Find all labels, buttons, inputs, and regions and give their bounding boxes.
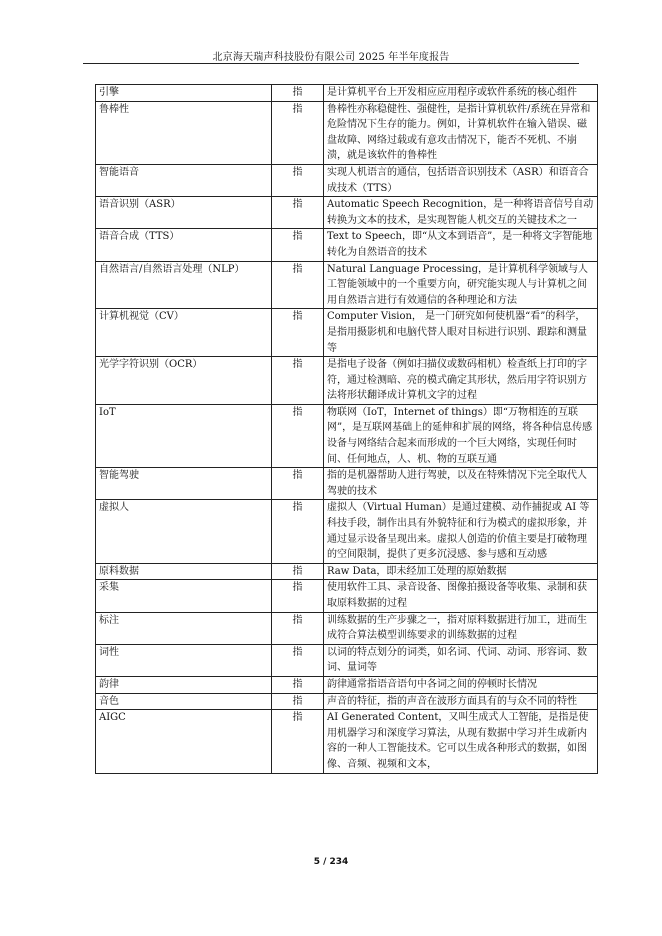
page-header: 北京海天瑞声科技股份有限公司 2025 年半年度报告: [212, 52, 450, 63]
relation-cell: 指: [272, 563, 324, 580]
term-cell: 虚拟人: [96, 500, 272, 563]
relation-cell: 指: [272, 197, 324, 229]
relation-cell: 指: [272, 580, 324, 612]
term-cell: AIGC: [96, 710, 272, 773]
relation-cell: 指: [272, 261, 324, 309]
term-cell: 采集: [96, 580, 272, 612]
term-cell: 语音识别（ASR）: [96, 197, 272, 229]
definition-cell: 虚拟人（Virtual Human）是通过建模、动作捕捉或 AI 等科技手段，制作出具有外貌特征和行为模式的虚拟形象，并通过显示设备呈现出来。虚拟人创造的价值主要是打破物理的空间限制，提供了更多沉浸感、参与感和互动感: [324, 500, 598, 563]
relation-cell: 指: [272, 309, 324, 357]
table-row: [96, 309, 598, 357]
relation-cell: 指: [272, 164, 324, 196]
term-cell: 自然语言/自然语言处理（NLP）: [96, 261, 272, 309]
definition-cell: 训练数据的生产步骤之一，指对原料数据进行加工，进而生成符合算法模型训练要求的训练数据的过程: [324, 612, 598, 644]
definition-cell: 指的是机器帮助人进行驾驶，以及在特殊情况下完全取代人驾驶的技术: [324, 468, 598, 500]
definition-cell: Automatic Speech Recognition，是一种将语音信号自动转换为文本的技术，是实现智能人机交互的关键技术之一: [324, 197, 598, 229]
term-cell: 标注: [96, 612, 272, 644]
table-row: [96, 710, 598, 773]
definition-cell: 鲁棒性亦称稳健性、强健性，是指计算机软件/系统在异常和危险情况下生存的能力。例如，计算机软件在输入错误、磁盘故障、网络过载或有意攻击情况下，能否不死机、不崩溃，就是该软件的鲁棒性: [324, 101, 598, 164]
table-row: [96, 693, 598, 710]
term-cell: 韵律: [96, 676, 272, 693]
relation-cell: 指: [272, 612, 324, 644]
relation-cell: 指: [272, 101, 324, 164]
definition-cell: 以词的特点划分的词类，如名词、代词、动词、形容词、数词、量词等: [324, 644, 598, 676]
definition-cell: Computer Vision， 是一门研究如何使机器“看”的科学，是指用摄影机和电脑代替人眼对目标进行识别、跟踪和测量等: [324, 309, 598, 357]
term-cell: 计算机视觉（CV）: [96, 309, 272, 357]
table-row: [96, 500, 598, 563]
table-row: [96, 612, 598, 644]
term-cell: IoT: [96, 404, 272, 467]
header-rule: [83, 63, 579, 64]
table-row: [96, 261, 598, 309]
definition-cell: 韵律通常指语音语句中各词之间的停顿时长情况: [324, 676, 598, 693]
definitions-table: [95, 84, 598, 774]
table-row: [96, 563, 598, 580]
table-row: [96, 644, 598, 676]
relation-cell: 指: [272, 229, 324, 261]
term-cell: 智能驾驶: [96, 468, 272, 500]
relation-cell: 指: [272, 404, 324, 467]
term-cell: 智能语音: [96, 164, 272, 196]
relation-cell: 指: [272, 500, 324, 563]
term-cell: 引擎: [96, 85, 272, 102]
term-cell: 音色: [96, 693, 272, 710]
page-number: 5 / 234: [313, 857, 349, 867]
definitions-table-body: [96, 85, 598, 774]
definition-cell: Natural Language Processing，是计算机科学领域与人工智能领域中的一个重要方向，研究能实现人与计算机之间用自然语言进行有效通信的各种理论和方法: [324, 261, 598, 309]
term-cell: 原料数据: [96, 563, 272, 580]
definition-cell: 声音的特征，指的声音在波形方面具有的与众不同的特性: [324, 693, 598, 710]
relation-cell: 指: [272, 676, 324, 693]
table-row: [96, 404, 598, 467]
table-row: [96, 101, 598, 164]
definition-cell: 使用软件工具、录音设备、图像拍摄设备等收集、录制和获取原料数据的过程: [324, 580, 598, 612]
definition-cell: Raw Data，即未经加工处理的原始数据: [324, 563, 598, 580]
table-row: [96, 197, 598, 229]
table-row: [96, 357, 598, 405]
definition-cell: AI Generated Content，又叫生成式人工智能，是指是使用机器学习和深度学习算法，从现有数据中学习并生成新内容的一种人工智能技术。它可以生成各种形式的数据，如图像、音频、视频和文本，: [324, 710, 598, 773]
table-row: [96, 676, 598, 693]
term-cell: 词性: [96, 644, 272, 676]
table-row: [96, 229, 598, 261]
relation-cell: 指: [272, 85, 324, 102]
definition-cell: 是指电子设备（例如扫描仪或数码相机）检查纸上打印的字符，通过检测暗、亮的模式确定其形状，然后用字符识别方法将形状翻译成计算机文字的过程: [324, 357, 598, 405]
relation-cell: 指: [272, 710, 324, 773]
table-row: [96, 468, 598, 500]
definition-cell: 是计算机平台上开发相应应用程序或软件系统的核心组件: [324, 85, 598, 102]
relation-cell: 指: [272, 693, 324, 710]
relation-cell: 指: [272, 644, 324, 676]
relation-cell: 指: [272, 357, 324, 405]
term-cell: 光学字符识别（OCR）: [96, 357, 272, 405]
term-cell: 鲁棒性: [96, 101, 272, 164]
table-row: [96, 580, 598, 612]
relation-cell: 指: [272, 468, 324, 500]
term-cell: 语音合成（TTS）: [96, 229, 272, 261]
definition-cell: 物联网（IoT，Internet of things）即“万物相连的互联网”，是互联网基础上的延伸和扩展的网络，将各种信息传感设备与网络结合起来而形成的一个巨大网络，实现任何时间、任何地点，人、机、物的互联互通: [324, 404, 598, 467]
table-row: [96, 164, 598, 196]
definition-cell: Text to Speech，即“从文本到语音”，是一种将文字智能地转化为自然语音的技术: [324, 229, 598, 261]
table-row: [96, 85, 598, 102]
definition-cell: 实现人机语言的通信，包括语音识别技术（ASR）和语音合成技术（TTS）: [324, 164, 598, 196]
